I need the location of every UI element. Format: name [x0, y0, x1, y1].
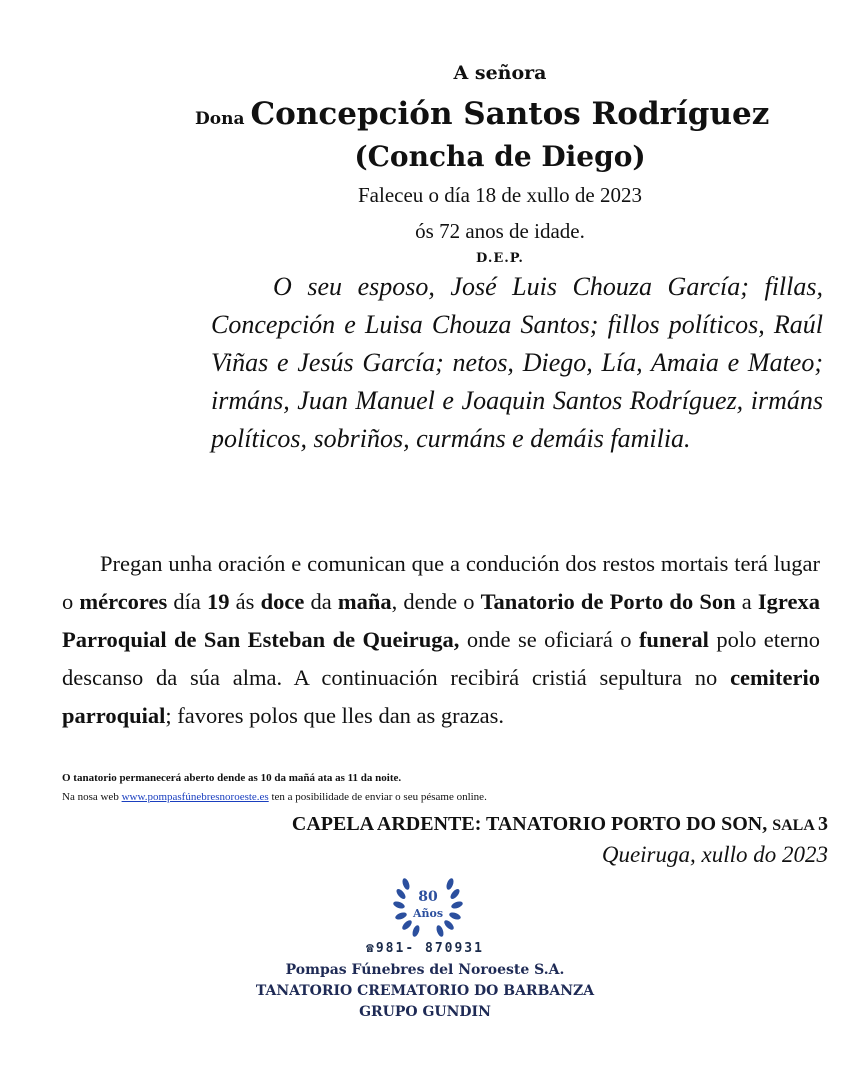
- deceased-name-line: [195, 96, 835, 132]
- age-at-death: ós 72 anos de idade.: [415, 219, 585, 243]
- announcement-church: Igrexa Parroquial de San Esteban de Queiruga,: [62, 589, 820, 652]
- family-text: O seu esposo, José Luis Chouza García; fillas, Concepción e Luisa Chouza Santos; fillos políticos, Raúl Viñas e Jesús García; netos, Diego, Lía, Amaia e Mateo; irmáns, Juan Manuel e Joaquin Santos Rodríguez, irmáns políticos, sobriños, curmáns e demáis familia.: [211, 272, 823, 453]
- place-and-date: Queiruga, xullo do 2023: [601, 842, 828, 867]
- logo-number: 80: [418, 889, 438, 905]
- website-link[interactable]: www.pompasfúnebresnoroeste.es: [121, 791, 269, 803]
- phone-line: [300, 941, 550, 956]
- group-name: GRUPO GUNDIN: [359, 1004, 491, 1020]
- company-name: Pompas Fúnebres del Noroeste S.A.: [285, 962, 565, 978]
- announcement-day: 19: [207, 589, 230, 614]
- chapel-label: CAPELA ARDENTE: TANATORIO PORTO DO SON,: [291, 813, 773, 835]
- web-note-prefix: Na nosa web: [62, 791, 122, 803]
- phone-icon: ☎: [366, 941, 376, 956]
- web-note-suffix: ten a posibilidade de enviar o seu pésame online.: [268, 791, 487, 803]
- phone-number: 981- 870931: [375, 941, 484, 956]
- announcement-text-5: , dende o: [391, 589, 481, 614]
- announcement-cemetery: cemiterio parroquial: [62, 665, 820, 728]
- announcement-text-7: onde se oficiará o: [459, 627, 639, 652]
- announcement-text-2: día: [167, 589, 208, 614]
- room-label: SALA: [772, 817, 818, 834]
- announcement-origin: Tanatorio de Porto do Son: [480, 589, 736, 614]
- announcement-hour: doce: [260, 589, 305, 614]
- announcement-text-3: ás: [229, 589, 261, 614]
- announcement-daypart: maña: [337, 589, 392, 614]
- announcement-text-4: da: [304, 589, 338, 614]
- logo-word: Años: [412, 907, 444, 920]
- laurel-wreath-icon: [392, 874, 464, 938]
- rip-abbreviation: D.E.P.: [476, 251, 524, 266]
- crematorium-name: TANATORIO CREMATORIO DO BARBANZA: [255, 983, 595, 999]
- web-condolence-note: [62, 791, 782, 803]
- funeral-announcement: [62, 545, 820, 735]
- announcement-weekday: mércores: [79, 589, 168, 614]
- announcement-funeral: funeral: [638, 627, 709, 652]
- name-title: Dona: [195, 109, 245, 129]
- opening-hours-note: O tanatorio permanecerá aberto dende as 10 da mañá ata as 11 da noite.: [62, 772, 402, 784]
- announcement-text-8: polo eterno descanso da súa alma. A continuación recibirá cristiá sepultura no: [62, 627, 821, 690]
- room-number: 3: [818, 813, 828, 835]
- deceased-nickname: (Concha de Diego): [354, 140, 646, 173]
- announcement-text-9: ; favores polos que lles dan as grazas.: [165, 703, 505, 728]
- salutation: A señora: [453, 62, 547, 84]
- announcement-text-6: a: [735, 589, 758, 614]
- announcement-text-1: Pregan unha oración e comunican que a condución dos restos mortais terá lugar o: [62, 551, 820, 614]
- chapel-location: [292, 813, 828, 836]
- deceased-name: Concepción Santos Rodríguez: [250, 96, 770, 132]
- anniversary-logo: [392, 874, 464, 938]
- family-list: [211, 268, 823, 458]
- death-date: Faleceu o día 18 de xullo de 2023: [357, 183, 642, 207]
